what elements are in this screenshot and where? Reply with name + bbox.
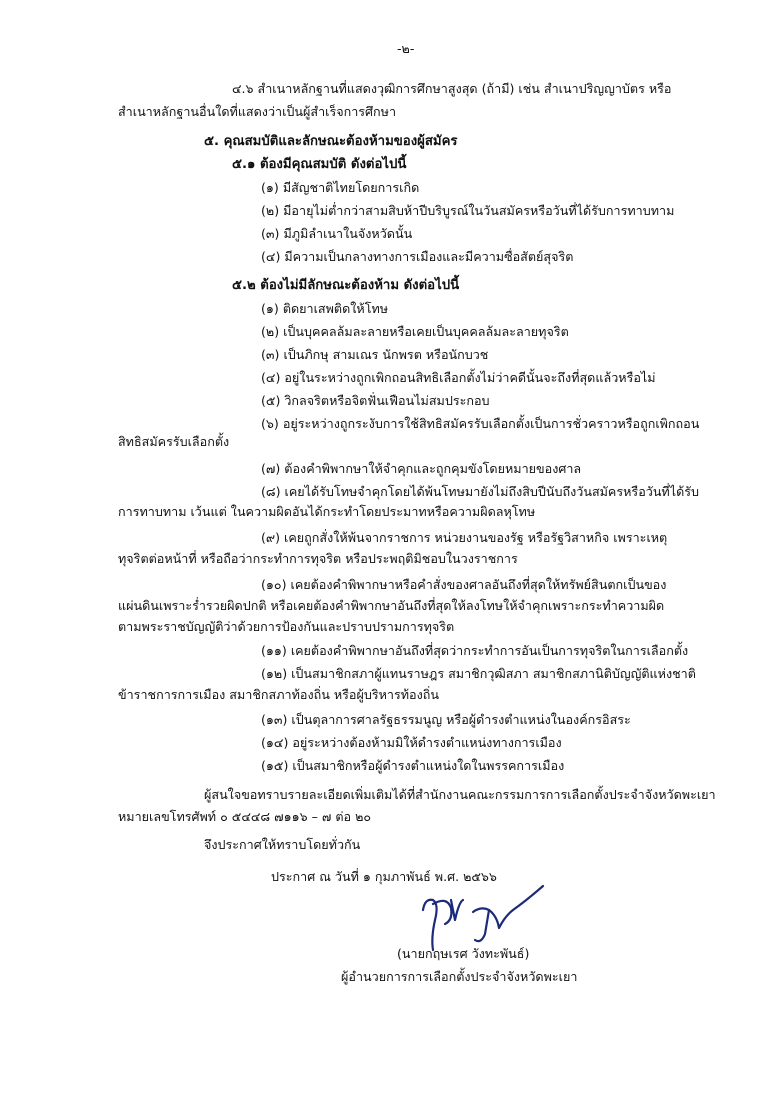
prohibition-item-continued: แผ่นดินเพราะร่ำรวยผิดปกติ หรือเคยต้องคำพิพากษาอันถึงที่สุดให้ลงโทษให้จำคุกเพราะกระทำความผิด (118, 598, 665, 613)
qualification-item: (๓) มีภูมิลำเนาในจังหวัดนั้น (261, 226, 413, 241)
prohibition-item: (๑๓) เป็นตุลาการศาลรัฐธรรมนูญ หรือผู้ดำรงตำแหน่งในองค์กรอิสระ (261, 712, 631, 727)
prohibition-item: (๙) เคยถูกสั่งให้พ้นจากราชการ หน่วยงานของรัฐ หรือรัฐวิสาหกิจ เพราะเหตุ (261, 530, 668, 545)
prohibition-item: (๕) วิกลจริตหรือจิตฟั่นเฟือนไม่สมประกอบ (261, 393, 490, 408)
prohibition-item: (๔) อยู่ในระหว่างถูกเพิกถอนสิทธิเลือกตั้งไม่ว่าคดีนั้นจะถึงที่สุดแล้วหรือไม่ (261, 370, 656, 385)
contact-line-2: หมายเลขโทรศัพท์ ๐ ๕๔๔๘ ๗๑๑๖ – ๗ ต่อ ๒๐ (118, 809, 372, 824)
prohibition-item: (๘) เคยได้รับโทษจำคุกโดยได้พ้นโทษมายังไม่ถึงสิบปีนับถึงวันสมัครหรือวันที่ได้รับ (261, 484, 700, 499)
prohibition-item: (๑๑) เคยต้องคำพิพากษาอันถึงที่สุดว่ากระทำการอันเป็นการทุจริตในการเลือกตั้ง (261, 643, 689, 658)
announcement-text: จึงประกาศให้ทราบโดยทั่วกัน (204, 837, 361, 852)
prohibition-item: (๑๕) เป็นสมาชิกหรือผู้ดำรงตำแหน่งใดในพรรคการเมือง (261, 758, 565, 773)
qualification-item: (๒) มีอายุไม่ต่ำกว่าสามสิบห้าปีบริบูรณ์ในวันสมัครหรือวันที่ได้รับการทาบทาม (261, 203, 675, 218)
prohibition-item-continued: การทาบทาม เว้นแต่ ในความผิดอันได้กระทำโดยประมาทหรือความผิดลหุโทษ (118, 504, 536, 519)
section-5-1-heading: ๕.๑ ต้องมีคุณสมบัติ ดังต่อไปนี้ (232, 157, 407, 172)
prohibition-item-continued: สิทธิสมัครรับเลือกตั้ง (118, 434, 230, 449)
prohibition-item: (๓) เป็นภิกษุ สามเณร นักพรต หรือนักบวช (261, 347, 489, 362)
prohibition-item: (๗) ต้องคำพิพากษาให้จำคุกและถูกคุมขังโดยหมายของศาล (261, 461, 582, 476)
handwritten-signature (415, 880, 550, 955)
prohibition-item-continued: ข้าราชการการเมือง สมาชิกสภาท้องถิ่น หรือผู้บริหารท้องถิ่น (118, 687, 440, 702)
prohibition-item-continued: ตามพระราชบัญญัติว่าด้วยการป้องกันและปราบปรามการทุจริต (118, 619, 455, 634)
prohibition-item: (๑๔) อยู่ระหว่างต้องห้ามมิให้ดำรงตำแหน่งทางการเมือง (261, 735, 562, 750)
page-number: -๒- (397, 41, 415, 56)
prohibition-item: (๖) อยู่ระหว่างถูกระงับการใช้สิทธิสมัครรับเลือกตั้งเป็นการชั่วคราวหรือถูกเพิกถอน (261, 416, 700, 431)
prohibition-item-continued: ทุจริตต่อหน้าที่ หรือถือว่ากระทำการทุจริต หรือประพฤติมิชอบในวงราชการ (118, 551, 518, 566)
contact-line-1: ผู้สนใจขอทราบรายละเอียดเพิ่มเติมได้ที่สำนักงานคณะกรรมการการเลือกตั้งประจำจังหวัดพะเยา (204, 787, 716, 802)
prohibition-item: (๑๐) เคยต้องคำพิพากษาหรือคำสั่งของศาลอันถึงที่สุดให้ทรัพย์สินตกเป็นของ (261, 577, 667, 592)
section-4-6-line-1: ๔.๖ สำเนาหลักฐานที่แสดงวุฒิการศึกษาสูงสุด (ถ้ามี) เช่น สำเนาปริญญาบัตร หรือ (232, 81, 672, 96)
qualification-item: (๑) มีสัญชาติไทยโดยการเกิด (261, 180, 420, 195)
signer-title: ผู้อำนวยการการเลือกตั้งประจำจังหวัดพะเยา (341, 969, 578, 984)
section-5-heading: ๕. คุณสมบัติและลักษณะต้องห้ามของผู้สมัคร (204, 134, 458, 149)
section-5-2-heading: ๕.๒ ต้องไม่มีลักษณะต้องห้าม ดังต่อไปนี้ (232, 278, 460, 293)
section-4-6-line-2: สำเนาหลักฐานอื่นใดที่แสดงว่าเป็นผู้สำเร็จการศึกษา (118, 104, 397, 119)
prohibition-item: (๒) เป็นบุคคลล้มละลายหรือเคยเป็นบุคคลล้มละลายทุจริต (261, 324, 569, 339)
qualification-item: (๔) มีความเป็นกลางทางการเมืองและมีความซื่อสัตย์สุจริต (261, 249, 574, 264)
signer-name: (นายกฤษเรศ วังทะพันธ์) (397, 946, 530, 961)
prohibition-item: (๑) ติดยาเสพติดให้โทษ (261, 301, 389, 316)
prohibition-item: (๑๒) เป็นสมาชิกสภาผู้แทนราษฎร สมาชิกวุฒิสภา สมาชิกสภานิติบัญญัติแห่งชาติ (261, 666, 696, 681)
announcement-date: ประกาศ ณ วันที่ ๑ กุมภาพันธ์ พ.ศ. ๒๕๖๖ (271, 869, 497, 884)
